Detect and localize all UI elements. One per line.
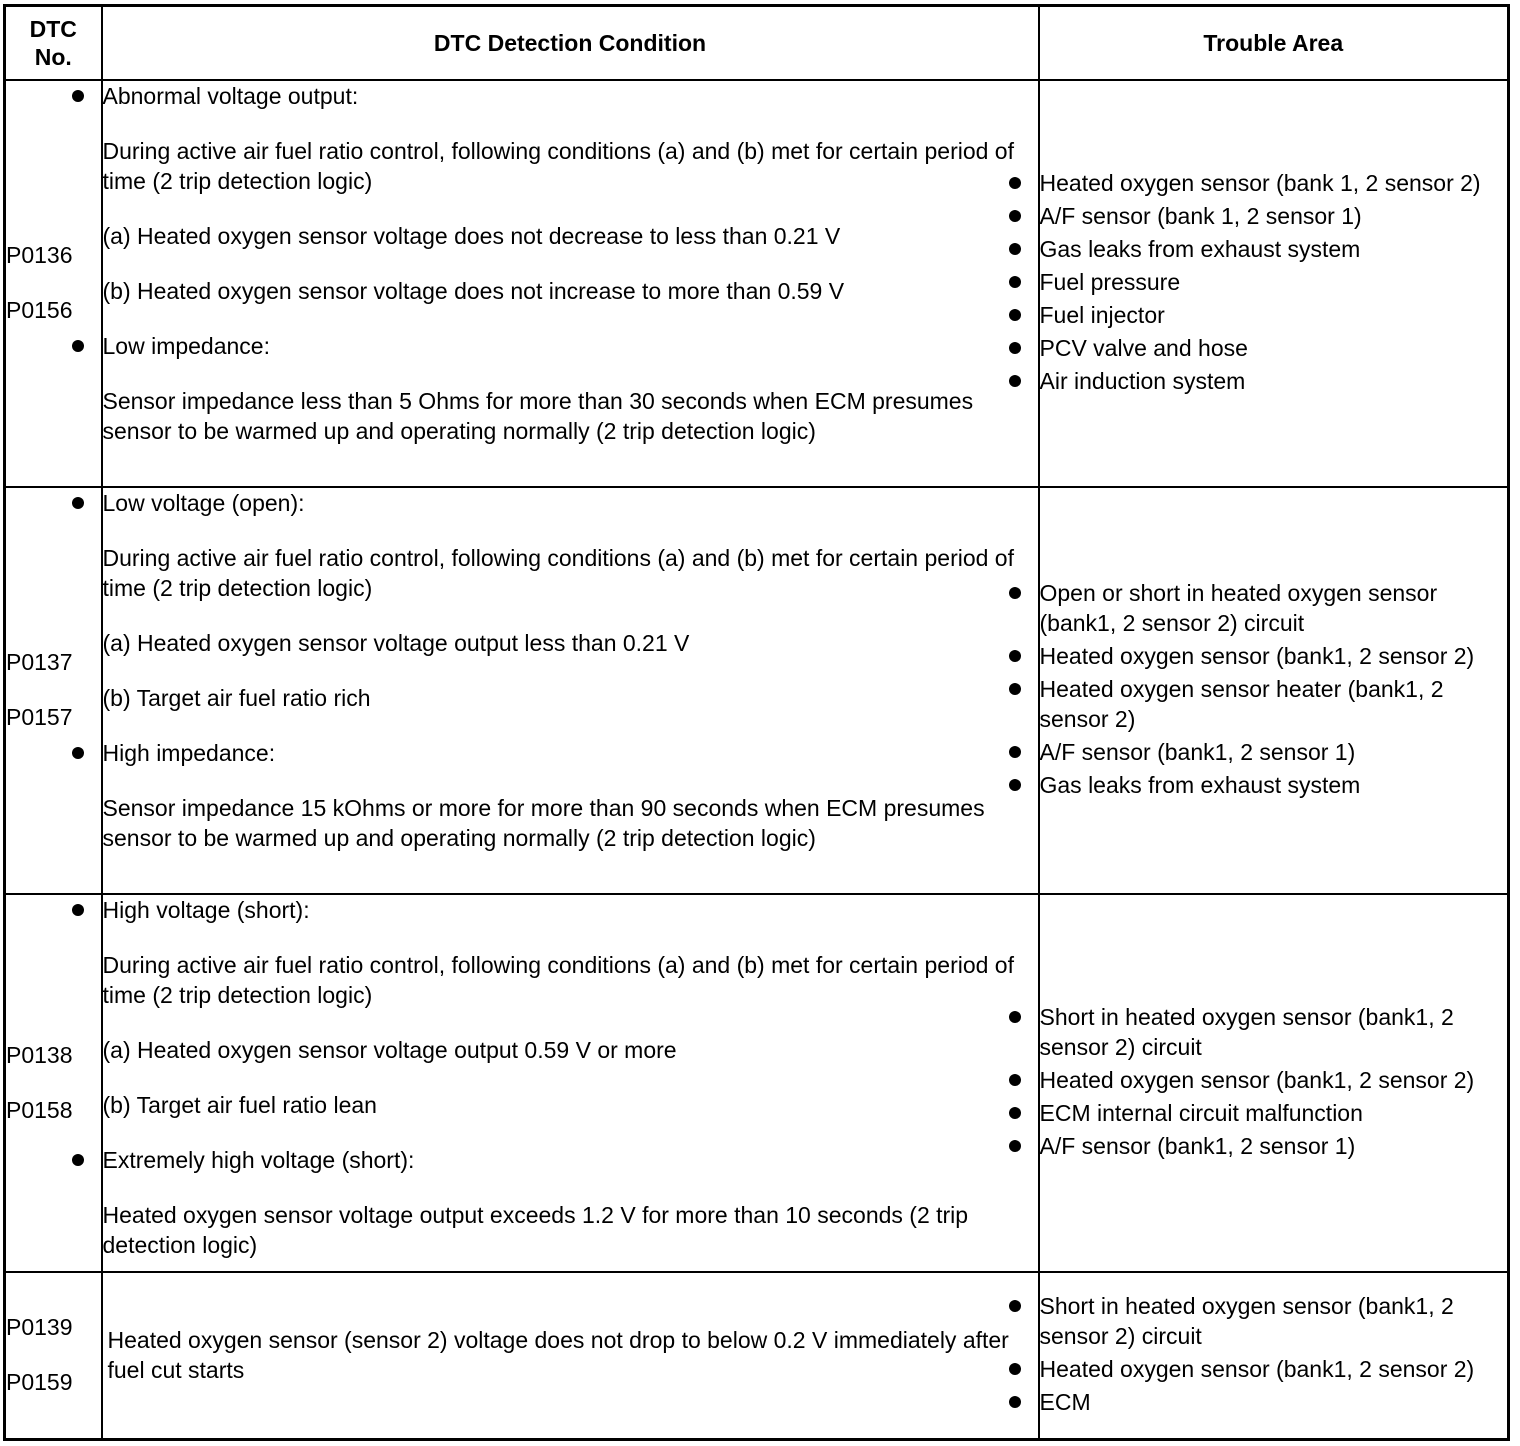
trouble-area-list [1040, 578, 1508, 800]
header-dtc-no [5, 6, 102, 80]
trouble-area-item: A/F sensor (bank 1, 2 sensor 1) [1040, 201, 1508, 231]
detection-condition-cell [102, 80, 1039, 487]
header-dtc-no-line1: DTC [29, 15, 77, 42]
condition-text: (a) Heated oxygen sensor voltage output less than 0.21 V [102, 629, 690, 656]
trouble-area-item: Gas leaks from exhaust system [1040, 770, 1508, 800]
detection-condition-cell [102, 487, 1039, 894]
trouble-area-cell [1039, 487, 1509, 894]
condition-text: Sensor impedance 15 kOhms or more for more than 90 seconds when ECM presumes sensor to be warmed up and operating normally (2 trip detection logic) [102, 794, 985, 851]
trouble-area-list [1040, 1002, 1508, 1161]
trouble-area-item: ECM internal circuit malfunction [1040, 1098, 1508, 1128]
trouble-area-cell [1039, 80, 1509, 487]
trouble-area-item: Fuel injector [1040, 300, 1508, 330]
trouble-area-list [1040, 1291, 1508, 1417]
dtc-table [3, 4, 1510, 1441]
header-condition: DTC Detection Condition [102, 6, 1039, 80]
trouble-area-item: Heated oxygen sensor (bank1, 2 sensor 2) [1040, 1065, 1508, 1095]
table-row [5, 894, 1509, 1272]
trouble-area-cell [1039, 894, 1509, 1272]
trouble-area-item: A/F sensor (bank1, 2 sensor 1) [1040, 1131, 1508, 1161]
trouble-area-item: Heated oxygen sensor (bank 1, 2 sensor 2) [1040, 168, 1508, 198]
condition-bullet: High impedance: [103, 738, 1038, 768]
trouble-area-item: Short in heated oxygen sensor (bank1, 2 sensor 2) circuit [1040, 1002, 1508, 1062]
condition-text: (b) Heated oxygen sensor voltage does not increase to more than 0.59 V [102, 277, 845, 304]
condition-text: (b) Target air fuel ratio lean [102, 1091, 377, 1118]
condition-text: Sensor impedance less than 5 Ohms for more than 30 seconds when ECM presumes sensor to be warmed up and operating normally (2 trip detection logic) [102, 387, 974, 444]
condition-text: During active air fuel ratio control, following conditions (a) and (b) met for certain period of time (2 trip detection logic) [102, 137, 1014, 194]
dtc-code: P0158 [6, 1096, 73, 1123]
table-row [5, 1272, 1509, 1440]
dtc-code-cell [5, 487, 102, 894]
dtc-code: P0138 [6, 1041, 73, 1068]
dtc-code-cell [5, 1272, 102, 1440]
dtc-code: P0139 [6, 1314, 73, 1341]
dtc-code: P0137 [6, 649, 73, 675]
trouble-area-item: Open or short in heated oxygen sensor (bank1, 2 sensor 2) circuit [1040, 578, 1508, 638]
trouble-area-item: ECM [1040, 1387, 1508, 1417]
dtc-code: P0157 [6, 704, 73, 730]
condition-text: (a) Heated oxygen sensor voltage output 0.59 V or more [102, 1036, 677, 1063]
header-trouble-area: Trouble Area [1039, 6, 1509, 80]
trouble-area-item: Short in heated oxygen sensor (bank1, 2 sensor 2) circuit [1040, 1291, 1508, 1351]
condition-bullet: High voltage (short): [103, 895, 1038, 925]
table-row [5, 487, 1509, 894]
detection-condition-cell: Heated oxygen sensor (sensor 2) voltage does not drop to below 0.2 V immediately after fuel cut starts [102, 1272, 1039, 1440]
condition-bullet: Low impedance: [103, 331, 1038, 361]
dtc-code: P0159 [6, 1369, 73, 1396]
condition-text: (a) Heated oxygen sensor voltage does not decrease to less than 0.21 V [102, 222, 841, 249]
trouble-area-item: Heated oxygen sensor (bank1, 2 sensor 2) [1040, 641, 1508, 671]
condition-text: (b) Target air fuel ratio rich [102, 684, 371, 711]
dtc-code: P0136 [6, 242, 73, 268]
header-dtc-no-line2: No. [34, 43, 72, 70]
trouble-area-item: Heated oxygen sensor heater (bank1, 2 sensor 2) [1040, 674, 1508, 734]
trouble-area-item: A/F sensor (bank1, 2 sensor 1) [1040, 737, 1508, 767]
dtc-code-cell [5, 894, 102, 1272]
condition-text: During active air fuel ratio control, following conditions (a) and (b) met for certain period of time (2 trip detection logic) [102, 951, 1014, 1008]
condition-bullet: Low voltage (open): [103, 488, 1038, 518]
dtc-code: P0156 [6, 297, 73, 323]
trouble-area-list [1040, 168, 1508, 396]
header-row [5, 6, 1509, 80]
table-row [5, 80, 1509, 487]
condition-bullet: Extremely high voltage (short): [103, 1145, 1038, 1175]
condition-bullet: Abnormal voltage output: [103, 81, 1038, 111]
detection-condition-cell [102, 894, 1039, 1272]
dtc-code-cell [5, 80, 102, 487]
trouble-area-item: Gas leaks from exhaust system [1040, 234, 1508, 264]
condition-text: During active air fuel ratio control, following conditions (a) and (b) met for certain period of time (2 trip detection logic) [102, 544, 1014, 601]
trouble-area-item: Heated oxygen sensor (bank1, 2 sensor 2) [1040, 1354, 1508, 1384]
trouble-area-item: Fuel pressure [1040, 267, 1508, 297]
trouble-area-cell [1039, 1272, 1509, 1440]
condition-text: Heated oxygen sensor voltage output exceeds 1.2 V for more than 10 seconds (2 trip detection logic) [102, 1201, 969, 1258]
trouble-area-item: PCV valve and hose [1040, 333, 1508, 363]
trouble-area-item: Air induction system [1040, 366, 1508, 396]
